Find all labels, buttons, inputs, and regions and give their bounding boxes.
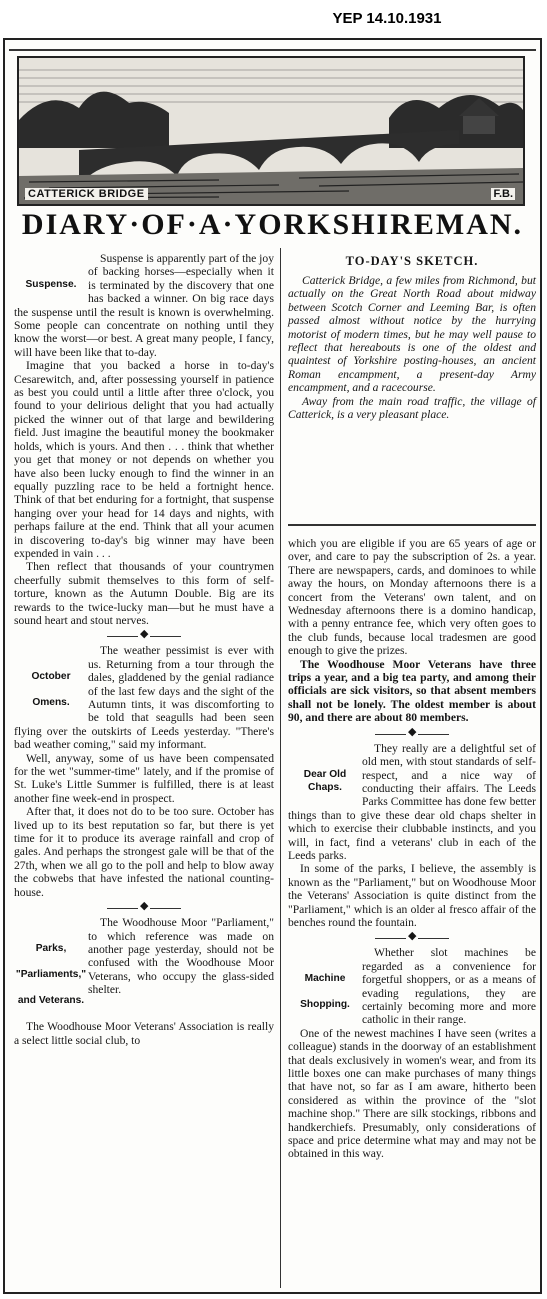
- paragraph: Suspense is apparently part of the joy of backing horses—especially when it is terminated by the discovery that one has backed a winner. On big race days the suspense until the result is known is overwhelming. Some people can concentrate on nothing until they know the worst—or best. A great many people, I fancy, will have been like that to-day.: [14, 252, 274, 359]
- paragraph: Imagine that you backed a horse in to-day's Cesarewitch, and, after possessing yourself in patience as best you could until a little after three o'clock, you found to your delirious delight that you had actually picked the winner out of that large and bewildering field. Just imagine the beautiful money the bookmaker holds, which is yours. And then . . . think that whether you get that money or not depends on whether you have also been lucky enough to find the winner in an equally puzzling race to be held a fortnight hence. Think of that bet enduring for a fortnight, that suspense hanging over your head for 14 days and nights, with perhaps failure at the end. Think that all your acumen in discovering to-day's big winner may have been expended in vain . . .: [14, 359, 274, 560]
- section-separator: [107, 904, 181, 913]
- artist-monogram: F.B.: [493, 188, 513, 200]
- todays-sketch-box: [288, 252, 536, 514]
- right-column: [288, 537, 536, 1161]
- paragraph: After that, it does not do to be too sure. October has lived up to its best reputation so far, but there is yet time for it to produce its average rainfall and crop of gales. And perhaps the strongest gale will be that of the 27th, when we all go to the poll and help to blow away the cobwebs that have infested the national counting-house.: [14, 805, 274, 899]
- paragraph: The Woodhouse Moor Veterans' Association is really a select little social club, to: [14, 1020, 274, 1047]
- section-separator: [107, 632, 181, 641]
- paragraph: They really are a delightful set of old men, with stout standards of self-respect, and a nice way of conducting their affairs. The Leeds Parks Committee has done few better things than to give these dear old chaps shelter in which to exercise their clubbable instincts, and you will, in fact, find a veterans' club in each of the Leeds parks.: [288, 741, 536, 862]
- sketch-heading: TO-DAY'S SKETCH.: [345, 254, 479, 268]
- suspense-section: [14, 252, 274, 359]
- bridge-drawing: [19, 58, 523, 204]
- catterick-bridge-illustration: [17, 56, 525, 206]
- paragraph: which you are eligible if you are 65 years of age or over, and care to pay the subscription of 2s. a year. There are newspapers, cards, and dominoes to while away the hours, on Monday afternoons there is a concert from the Veterans' own talent, and on Wednesday afternoons there is a domino handicap, with a penny entrance fee, which very often goes to the club funds, because local tradesmen are good enough to give the prizes.: [288, 537, 536, 658]
- column-divider: [280, 248, 281, 1288]
- paragraph: The Woodhouse Moor Veterans have three trips a year, and a big tea party, and among their officials are sick visitors, so that absent members shall not be lonely. The oldest member is about 90, and there are about 80 members.: [288, 657, 536, 725]
- paragraph: One of the newest machines I have seen (writes a colleague) stands in the doorway of an establishment that deals exclusively in women's wear, and from its little boxes one can make purchases of many things that have not, so far as I am aware, hitherto been considered as within the province of the "slot machine shop." There are silk stockings, ribbons and handkerchiefs. Presumably, only considerations of space and price determine what may and may not be obtained in this way.: [288, 1026, 536, 1161]
- paragraph: The Woodhouse Moor "Parliament," to which reference was made on another page yesterday, should not be confused with the Woodhouse Moor Veterans, who occupy the glass-sided shelter.: [88, 916, 274, 997]
- sketch-bottom-rule: [288, 524, 536, 526]
- october-section: [14, 644, 274, 751]
- paragraph: The weather pessimist is ever with us. Returning from a tour through the dales, gladdened by the genial radiance of the last few days and the sight of the Autumn tints, it was discomforting to be told that seagulls had been seen flying over the outskirts of Leeds yesterday. "There's bad weather coming," said my informant.: [14, 644, 274, 752]
- paragraph: Well, anyway, some of us have been compensated for the wet "summer-time" lately, and if the promise of St. Luke's Little Summer is fulfilled, there is at least another fine week-end in prospect.: [14, 751, 274, 805]
- side-heading-machine: Machine Shopping.: [300, 973, 350, 1011]
- side-heading-parks: Parks, "Parliaments," and Veterans.: [15, 943, 87, 1007]
- side-heading-chaps: Dear Old Chaps.: [303, 768, 347, 793]
- side-heading-october: October Omens.: [31, 671, 71, 709]
- dear-old-chaps-section: [288, 742, 536, 863]
- left-column: [14, 252, 274, 1047]
- paragraph: Then reflect that thousands of your countrymen cheerfully submit themselves to this form of self-torture, known as the Autumn Double. Big are its rewards to the twice-lucky man—but he must have a sound heart and stout nerves.: [14, 560, 274, 627]
- section-separator: [375, 934, 449, 943]
- illustration-caption: CATTERICK BRIDGE: [25, 188, 148, 200]
- paragraph: Whether slot machines be regarded as a convenience for forgetful shoppers, or as a means of evading regulations, they are certainly becoming more and more catholic in their range.: [362, 946, 536, 1027]
- paragraph: In some of the parks, I believe, the assembly is known as the "Parliament," but on Woodhouse Moor the Veterans' Association is quite distinct from the "Parliament," which is an older al fresco affair of the benches round the fountain.: [288, 862, 536, 929]
- newspaper-clipping: [3, 38, 542, 1294]
- source-date-label: YEP 14.10.1931: [332, 10, 442, 27]
- sketch-paragraph: Away from the main road traffic, the village of Catterick, is a very pleasant place.: [288, 394, 536, 422]
- column-masthead: DIARY·OF·A·YORKSHIREMAN.: [21, 208, 524, 241]
- machine-shopping-section: [288, 946, 536, 1026]
- top-rule: [9, 49, 536, 51]
- section-separator: [375, 730, 449, 739]
- sketch-paragraph: Catterick Bridge, a few miles from Richmond, but actually on the Great North Road about midway between Scotch Corner and Leeming Bar, is often passed almost without notice by the hurrying motorist of modern times, but he may well pause to reflect that hereabouts is one of the oldest and quaintest of Yorkshire posting-houses, an ancient Roman encampment, a present-day Army encampment, and a racecourse.: [288, 274, 536, 395]
- side-heading-suspense: Suspense.: [25, 279, 77, 290]
- parks-section: [14, 916, 274, 1020]
